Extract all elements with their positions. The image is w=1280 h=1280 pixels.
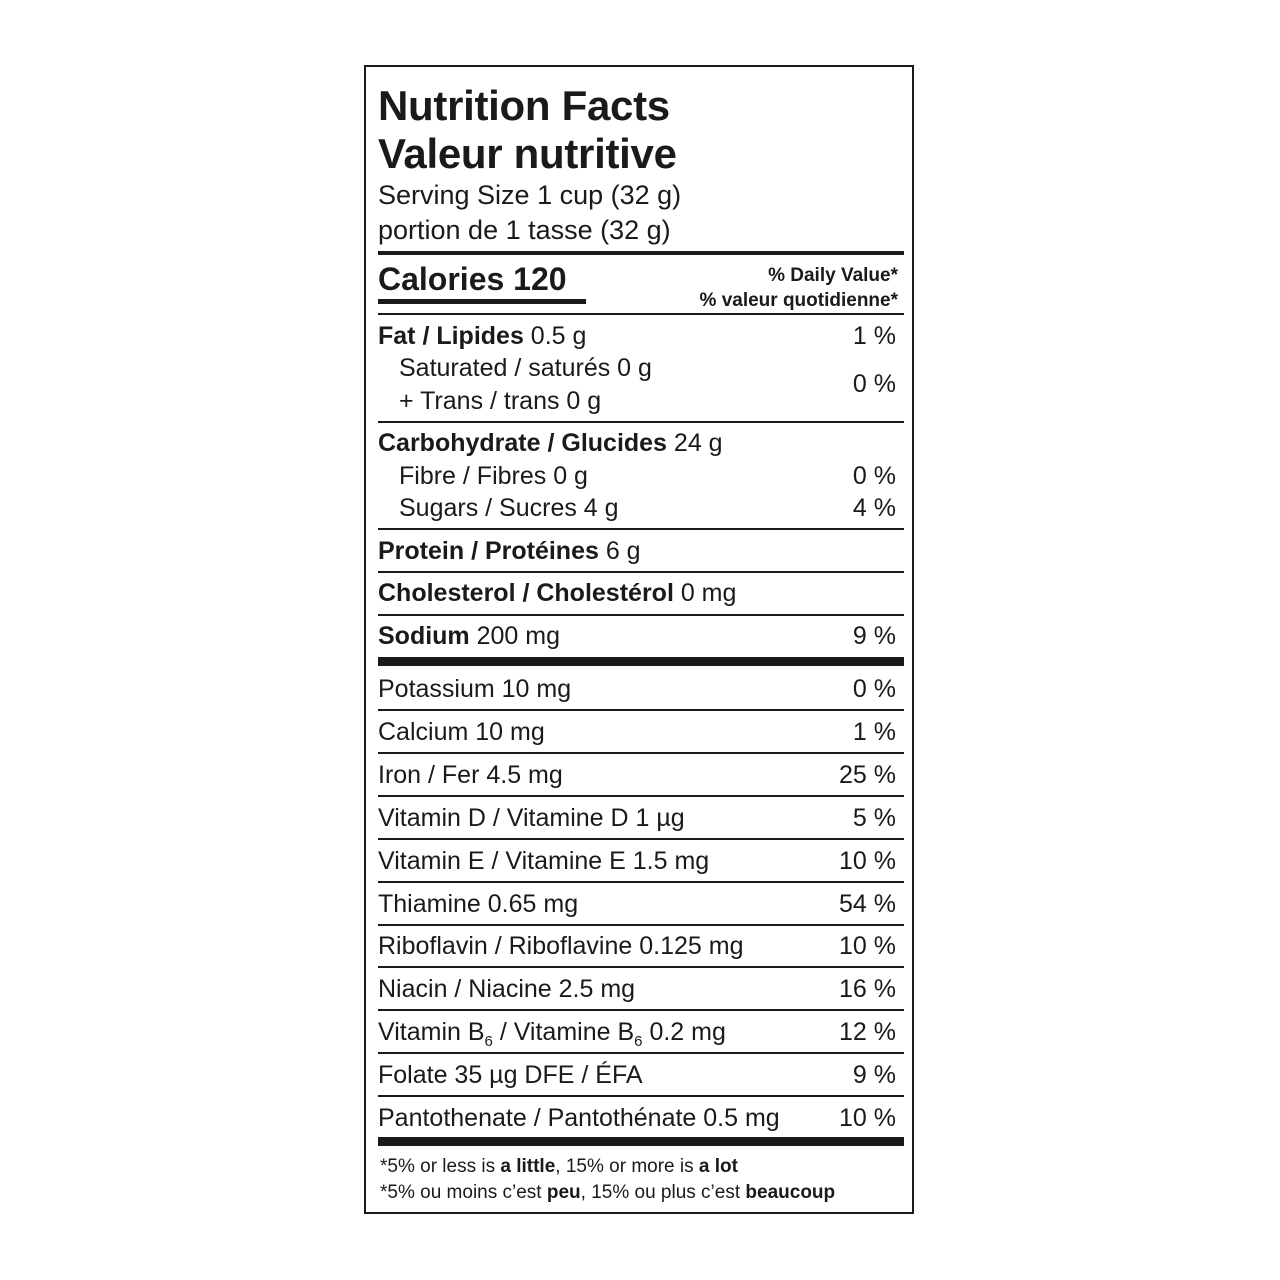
divider — [378, 881, 904, 883]
divider — [378, 709, 904, 711]
protein-row — [378, 539, 896, 564]
divider — [378, 313, 904, 315]
vitamin-b6-label: Vitamin $B_6$ / Vitamine $B_6$ 0.2 mg — [378, 1018, 726, 1050]
fat-row — [378, 324, 896, 349]
serving-size-english: Serving Size 1 cup (32 g) — [378, 180, 682, 210]
fat-amount: 0.5 g — [523, 322, 587, 350]
sodium-amount: 200 mg — [469, 622, 561, 650]
fibre-percent: 0 % — [852, 462, 896, 490]
calories-underline — [378, 299, 586, 304]
divider — [378, 421, 904, 423]
carbohydrate-label: Carbohydrate / Glucides — [378, 429, 667, 457]
divider — [378, 795, 904, 797]
divider — [378, 752, 904, 754]
protein-amount: 6 g — [598, 537, 641, 565]
protein-label: Protein / Protéines — [378, 537, 599, 565]
vitamin-e-row — [378, 849, 896, 874]
folate-label: Folate 35 µg DFE / ÉFA — [378, 1061, 643, 1089]
daily-value-header-english: % Daily Value* — [768, 265, 898, 286]
vitamin-d-label: Vitamin D / Vitamine D 1 µg — [378, 804, 685, 832]
calcium-percent: 1 % — [852, 718, 896, 746]
vitamin-e-label: Vitamin E / Vitamine E 1.5 mg — [378, 847, 710, 875]
vitamin-e-percent: 10 % — [839, 847, 896, 875]
fat-percent: 1 % — [852, 322, 896, 350]
calcium-label: Calcium 10 mg — [378, 718, 545, 746]
footnote-english: *5% or less is a little, 15% or more is a lot — [380, 1156, 738, 1177]
riboflavin-label: Riboflavin / Riboflavine 0.125 mg — [378, 932, 744, 960]
title-french: Valeur nutritive — [378, 130, 677, 177]
divider — [378, 838, 904, 840]
carbohydrate-amount: 24 g — [666, 429, 723, 457]
iron-label: Iron / Fer 4.5 mg — [378, 761, 563, 789]
niacin-row — [378, 977, 896, 1002]
divider — [378, 571, 904, 573]
saturated-row: Saturated / saturés 0 g — [399, 354, 652, 382]
fat-label: Fat / Lipides — [378, 322, 524, 350]
cholesterol-label: Cholesterol / Cholestérol — [378, 579, 674, 607]
folate-row — [378, 1063, 896, 1088]
calories-label: Calories 120 — [378, 261, 567, 297]
pantothenate-percent: 10 % — [839, 1104, 896, 1132]
niacin-percent: 16 % — [839, 975, 896, 1003]
iron-percent: 25 % — [839, 761, 896, 789]
title-english: Nutrition Facts — [378, 82, 670, 129]
riboflavin-row — [378, 934, 896, 959]
sodium-row — [378, 624, 896, 649]
daily-value-header-french: % valeur quotidienne* — [699, 290, 898, 311]
sugars-label: Sugars / Sucres 4 g — [399, 494, 619, 522]
sugars-percent: 4 % — [852, 494, 896, 522]
vitamin-b6-percent: 12 % — [839, 1018, 896, 1046]
sodium-label: Sodium — [378, 622, 470, 650]
cholesterol-amount: 0 mg — [673, 579, 737, 607]
sodium-percent: 9 % — [852, 622, 896, 650]
folate-percent: 9 % — [852, 1061, 896, 1089]
thiamine-row — [378, 892, 896, 917]
vitamin-d-row — [378, 806, 896, 831]
sugars-row — [399, 496, 896, 521]
thiamine-percent: 54 % — [839, 890, 896, 918]
cholesterol-row — [378, 581, 896, 606]
thiamine-label: Thiamine 0.65 mg — [378, 890, 579, 918]
iron-row — [378, 763, 896, 788]
pantothenate-label: Pantothenate / Pantothénate 0.5 mg — [378, 1104, 780, 1132]
vitamin-d-percent: 5 % — [852, 804, 896, 832]
footnote-french: *5% ou moins c’est peu, 15% ou plus c’est beaucoup — [380, 1182, 836, 1203]
divider-thick — [378, 657, 904, 666]
carbohydrate-row — [378, 431, 896, 456]
riboflavin-percent: 10 % — [839, 932, 896, 960]
potassium-percent: 0 % — [852, 675, 896, 703]
divider — [378, 528, 904, 530]
divider-thick — [378, 1137, 904, 1146]
niacin-label: Niacin / Niacine 2.5 mg — [378, 975, 636, 1003]
trans-row: + Trans / trans 0 g — [399, 387, 602, 415]
divider — [378, 966, 904, 968]
divider — [378, 1009, 904, 1011]
calcium-row — [378, 720, 896, 745]
fibre-label: Fibre / Fibres 0 g — [399, 462, 588, 490]
divider — [378, 1095, 904, 1097]
divider — [378, 614, 904, 616]
potassium-row — [378, 677, 896, 702]
divider — [378, 1052, 904, 1054]
nutrition-facts-table — [364, 65, 914, 1214]
fibre-row — [399, 464, 896, 489]
saturated-trans-percent: 0 % — [852, 370, 896, 398]
potassium-label: Potassium 10 mg — [378, 675, 572, 703]
divider — [378, 924, 904, 926]
divider-thick — [378, 251, 904, 255]
serving-size-french: portion de 1 tasse (32 g) — [378, 215, 671, 245]
vitamin-b6-row — [378, 1018, 896, 1050]
pantothenate-row — [378, 1106, 896, 1131]
